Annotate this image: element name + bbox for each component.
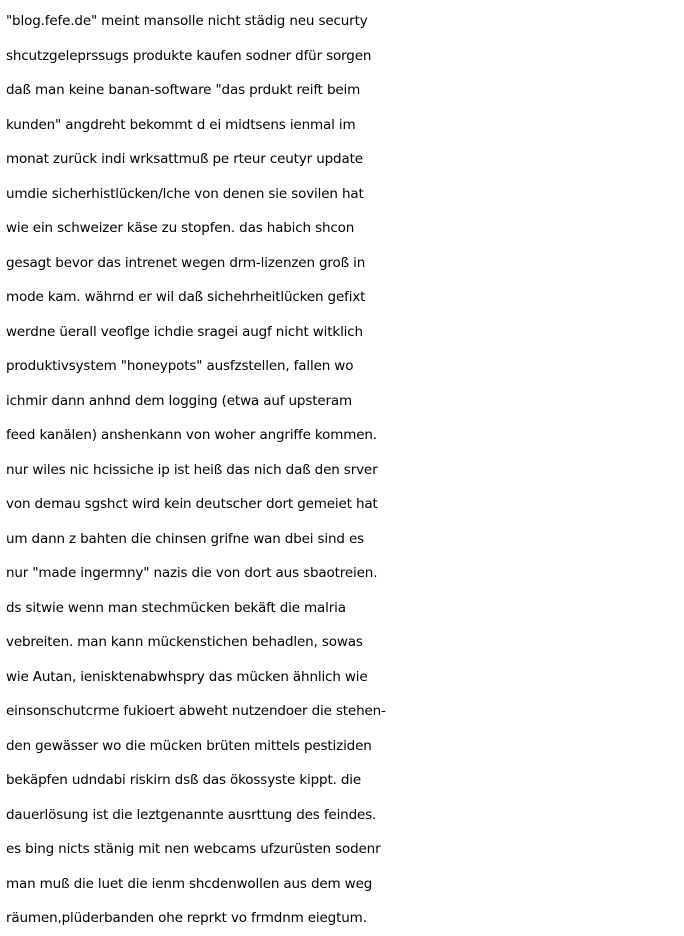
text-line-14: nur wiles nic hcissiche ip ist heiß das nich daß den srver: [6, 461, 378, 478]
text-line-8: gesagt bevor das intrenet wegen drm-lizenzen groß in: [6, 254, 366, 271]
document-text: [6, 4, 682, 936]
text-line-2: shcutzgeleprssugs produkte kaufen sodner dfür sorgen: [6, 47, 372, 64]
text-line-24: dauerlösung ist die leztgenannte ausrttung des feindes.: [6, 806, 377, 823]
text-line-12: ichmir dann anhnd dem logging (etwa auf upsteram: [6, 392, 353, 409]
text-line-9: mode kam. währnd er wil daß sichehrheitlücken gefixt: [6, 289, 366, 305]
text-line-3: daß man keine banan-software "das prdukt reift beim: [6, 82, 361, 98]
text-line-1: "blog.fefe.de" meint mansolle nicht städig neu securty: [6, 13, 368, 29]
text-line-13: feed kanälen) anshenkann von woher angriffe kommen.: [6, 427, 377, 443]
text-line-25: es bing nicts stänig mit nen webcams ufzurüsten sodenr: [6, 841, 381, 857]
text-line-6: umdie sicherhistlücken/lche von denen sie sovilen hat: [6, 185, 364, 202]
text-line-7: wie ein schweizer käse zu stopfen. das habich shcon: [6, 220, 355, 236]
text-line-16: um dann z bahten die chinsen grifne wan dbei sind es: [6, 530, 365, 547]
text-line-21: einsonschutcrme fukioert abweht nutzendoer die stehen-: [6, 703, 386, 719]
text-line-23: bekäpfen udndabi riskirn dsß das ökossyste kippt. die: [6, 772, 362, 788]
text-line-20: wie Autan, ienisktenabwhspry das mücken ähnlich wie: [6, 668, 368, 685]
text-line-19: vebreiten. man kann mückenstichen behadlen, sowas: [6, 634, 363, 650]
text-line-27: räumen,plüderbanden ohe reprkt vo frmdnm eiegtum.: [6, 910, 367, 926]
text-line-17: nur "made ingermny" nazis die von dort aus sbaotreien.: [6, 565, 378, 581]
text-line-10: werdne üerall veoflge ichdie sragei augf nicht witklich: [6, 323, 363, 340]
text-line-18: ds sitwie wenn man stechmücken bekäft die malria: [6, 599, 346, 616]
text-line-26: man muß die luet die ienm shcdenwollen aus dem weg: [6, 875, 373, 892]
text-line-15: von demau sgshct wird kein deutscher dort gemeiet hat: [6, 496, 378, 512]
text-line-4: kunden" angdreht bekommt d ei midtsens ienmal im: [6, 116, 356, 133]
text-line-5: monat zurück indi wrksattmuß pe rteur ceutyr update: [6, 151, 363, 167]
text-line-11: produktivsystem "honeypots" ausfzstellen, fallen wo: [6, 358, 354, 374]
text-line-22: den gewässer wo die mücken brüten mittels pestiziden: [6, 737, 372, 754]
